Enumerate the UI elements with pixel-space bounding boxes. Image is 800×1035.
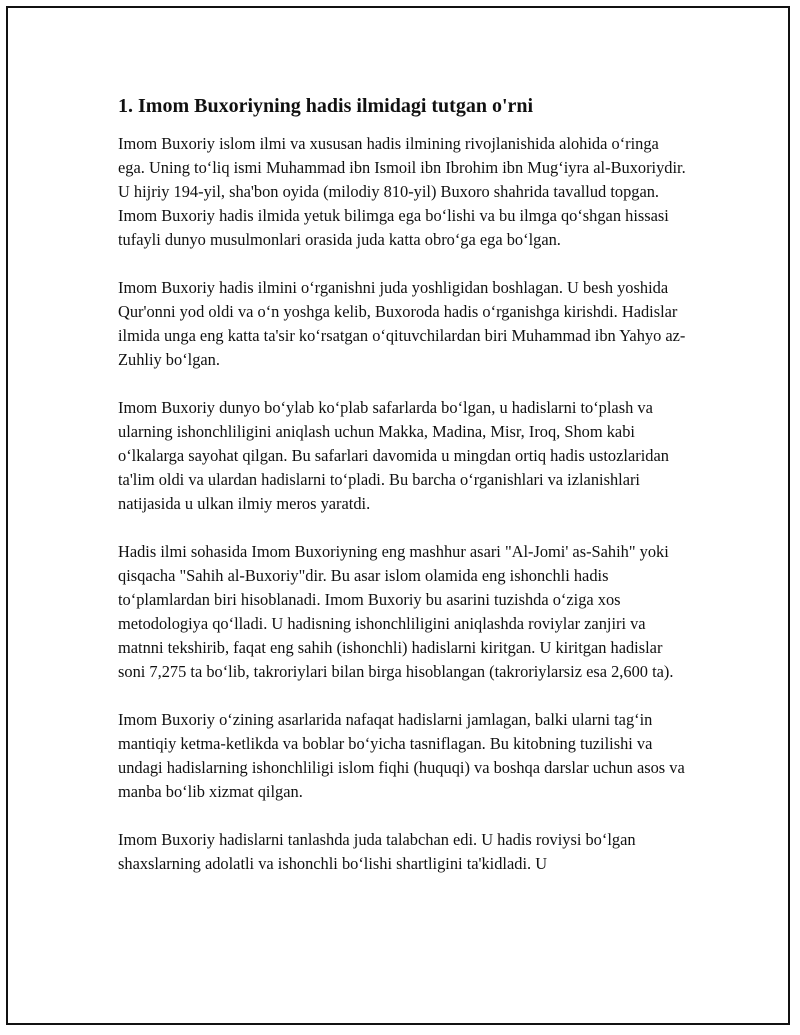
paragraph-3: Imom Buxoriy dunyo bo‘ylab ko‘plab safarlarda bo‘lgan, u hadislarni to‘plash va ularning ishonchliligini aniqlash uchun Makka, Madina, Misr, Iroq, Shom kabi o‘lkalarga sayohat qilgan. Bu safarlari davomida u mingdan ortiq hadis ustozlaridan ta'lim oldi va ulardan hadislarni to‘pladi. Bu barcha o‘rganishlari va izlanishlari natijasida u ulkan ilmiy meros yaratdi. (118, 398, 669, 513)
paragraph-4: Hadis ilmi sohasida Imom Buxoriyning eng mashhur asari "Al-Jomi' as-Sahih" yoki qisqacha "Sahih al-Buxoriy"dir. Bu asar islom olamida eng ishonchli hadis to‘plamlardan biri hisoblanadi. Imom Buxoriy bu asarini tuzishda o‘ziga xos metodologiya qo‘lladi. U hadisning ishonchliligini aniqlashda roviylar zanjiri va matnni tekshirib, faqat eng sahih (ishonchli) hadislarni kiritgan. U kiritgan hadislar soni 7,275 ta bo‘lib, takroriylari bilan birga hisoblangan (takroriylarsiz esa 2,600 ta). (118, 542, 674, 681)
paragraph-6: Imom Buxoriy hadislarni tanlashda juda talabchan edi. U hadis roviysi bo‘lgan shaxslarning adolatli va ishonchli bo‘lishi shartligini ta'kidladi. U (118, 830, 636, 873)
section-heading: 1. Imom Buxoriyning hadis ilmidagi tutgan o'rni (118, 95, 534, 117)
paragraph-1: Imom Buxoriy islom ilmi va xususan hadis ilmining rivojlanishida alohida o‘ringa ega. Uning to‘liq ismi Muhammad ibn Ismoil ibn Ibrohim ibn Mug‘iyra al-Buxoriydir. U hijriy 194-yil, sha'bon oyida (milodiy 810-yil) Buxoro shahrida tavallud topgan. Imom Buxoriy hadis ilmida yetuk bilimga ega bo‘lishi va bu ilmga qo‘shgan hissasi tufayli dunyo musulmonlari orasida juda katta obro‘ga ega bo‘lgan. (118, 134, 686, 249)
document-body (118, 92, 686, 900)
paragraph-2: Imom Buxoriy hadis ilmini o‘rganishni juda yoshligidan boshlagan. U besh yoshida Qur'onni yod oldi va o‘n yoshga kelib, Buxoroda hadis o‘rganishga kirishdi. Hadislar ilmida unga eng katta ta'sir ko‘rsatgan o‘qituvchilardan biri Muhammad ibn Yahyo az-Zuhliy bo‘lgan. (118, 278, 686, 369)
paragraph-5: Imom Buxoriy o‘zining asarlarida nafaqat hadislarni jamlagan, balki ularni tag‘in mantiqiy ketma-ketlikda va boblar bo‘yicha tasniflagan. Bu kitobning tuzilishi va undagi hadislarning ishonchliligi islom fiqhi (huquqi) va boshqa darslar uchun asos va manba bo‘lib xizmat qilgan. (118, 710, 685, 801)
